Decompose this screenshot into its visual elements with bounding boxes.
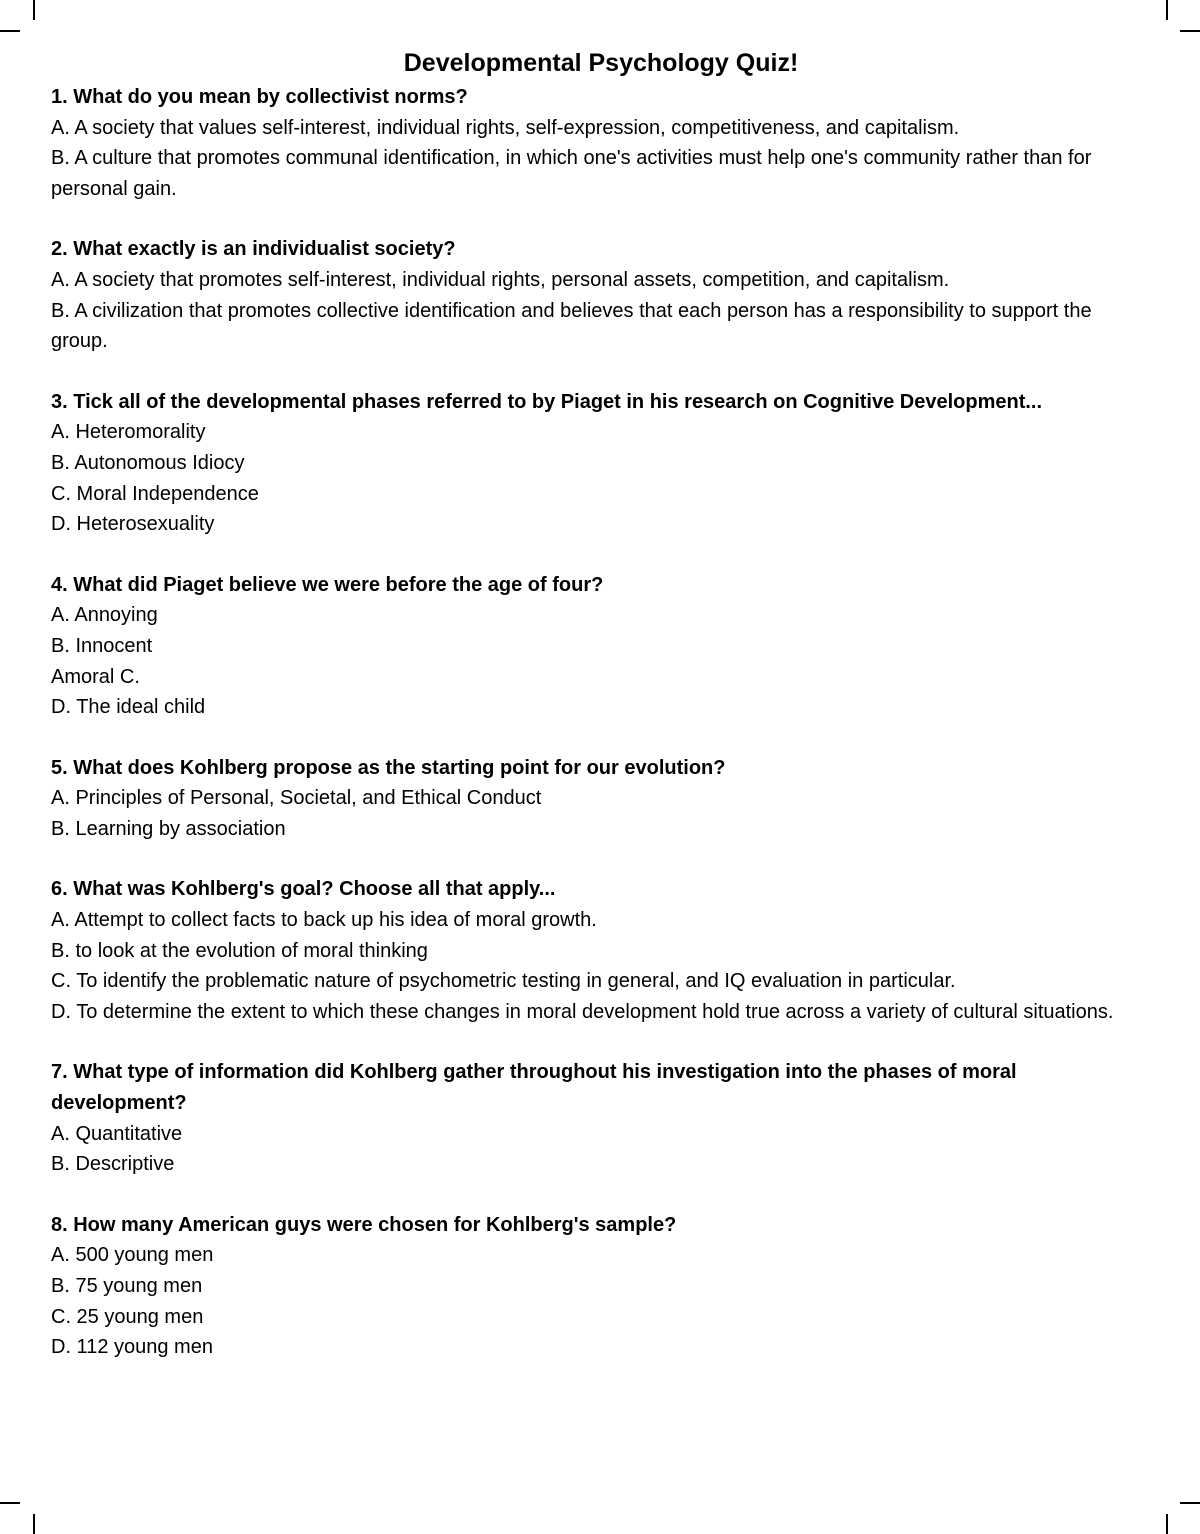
- question-text: 4. What did Piaget believe we were before the age of four?: [51, 573, 604, 596]
- answer-option: A. A society that promotes self-interest, individual rights, personal assets, competition, and capitalism.: [51, 268, 950, 291]
- question-text: 6. What was Kohlberg's goal? Choose all that apply...: [51, 878, 556, 901]
- answer-option: Amoral C.: [51, 665, 140, 688]
- question-text: 8. How many American guys were chosen for Kohlberg's sample?: [51, 1213, 677, 1236]
- answer-option: B. A civilization that promotes collective identification and believes that each person has a responsibility to support the group.: [51, 299, 1092, 353]
- question-text: 2. What exactly is an individualist society?: [51, 238, 456, 261]
- answer-option: A. Heteromorality: [51, 421, 206, 444]
- answer-option: D. 112 young men: [51, 1336, 213, 1359]
- answer-option: B. Learning by association: [51, 817, 286, 840]
- crop-mark: [33, 0, 35, 20]
- question-block: [51, 874, 1151, 1027]
- quiz-page: [51, 46, 1151, 1393]
- answer-option: A. Principles of Personal, Societal, and Ethical Conduct: [51, 787, 542, 810]
- crop-mark: [33, 1514, 35, 1534]
- question-block: [51, 234, 1151, 356]
- question-block: [51, 1057, 1151, 1179]
- answer-option: D. To determine the extent to which these changes in moral development hold true across a variety of cultural situations.: [51, 1000, 1114, 1023]
- answer-option: B. 75 young men: [51, 1275, 203, 1297]
- answer-option: C. Moral Independence: [51, 482, 259, 505]
- question-text: 1. What do you mean by collectivist norms?: [51, 86, 468, 108]
- answer-option: D. Heterosexuality: [51, 513, 215, 536]
- answer-option: A. Annoying: [51, 604, 158, 627]
- question-block: [51, 1210, 1151, 1363]
- answer-option: B. Autonomous Idiocy: [51, 451, 245, 474]
- question-text: 5. What does Kohlberg propose as the starting point for our evolution?: [51, 756, 726, 779]
- answer-option: A. A society that values self-interest, individual rights, self-expression, competitiveness, and capitalism.: [51, 116, 960, 139]
- answer-option: A. 500 young men: [51, 1244, 214, 1267]
- question-block: [51, 753, 1151, 845]
- answer-option: A. Attempt to collect facts to back up his idea of moral growth.: [51, 909, 597, 932]
- answer-option: D. The ideal child: [51, 696, 206, 719]
- crop-mark: [1166, 0, 1168, 20]
- crop-mark: [1166, 1514, 1168, 1534]
- page-title: Developmental Psychology Quiz!: [403, 49, 799, 77]
- crop-mark: [1180, 30, 1200, 32]
- answer-option: C. To identify the problematic nature of psychometric testing in general, and IQ evaluation in particular.: [51, 970, 956, 993]
- crop-mark: [0, 1502, 20, 1504]
- question-block: [51, 82, 1151, 204]
- answer-option: B. A culture that promotes communal identification, in which one's activities must help one's community rather than for personal gain.: [51, 147, 1092, 200]
- answer-option: A. Quantitative: [51, 1122, 183, 1145]
- question-block: [51, 570, 1151, 723]
- crop-mark: [0, 30, 20, 32]
- answer-option: B. to look at the evolution of moral thinking: [51, 939, 428, 962]
- question-text: 3. Tick all of the developmental phases referred to by Piaget in his research on Cognitive Development...: [51, 390, 1043, 413]
- answer-option: B. Innocent: [51, 634, 153, 657]
- crop-mark: [1180, 1502, 1200, 1504]
- question-block: [51, 387, 1151, 540]
- question-text: 7. What type of information did Kohlberg gather throughout his investigation into the phases of moral development?: [51, 1061, 1017, 1115]
- answer-option: C. 25 young men: [51, 1305, 204, 1328]
- answer-option: B. Descriptive: [51, 1153, 175, 1176]
